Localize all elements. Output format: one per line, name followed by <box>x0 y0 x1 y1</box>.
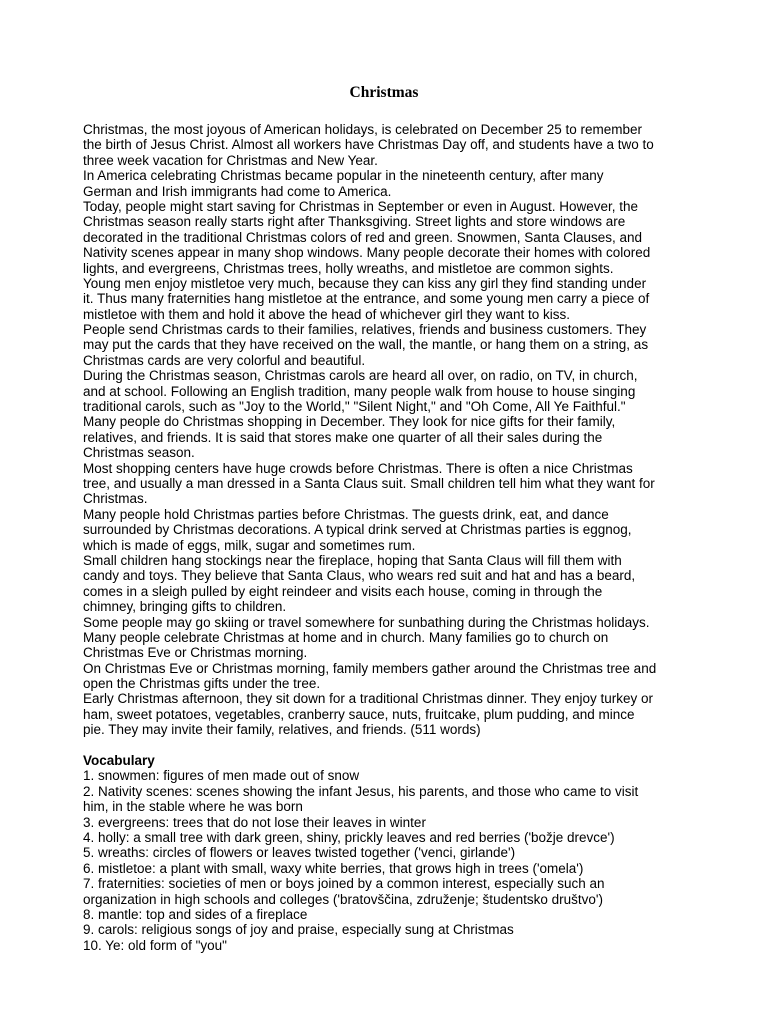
text-line: 7. fraternities: societies of men or boys joined by a common interest, especially such an <box>83 876 605 892</box>
vocabulary-item <box>83 784 656 815</box>
text-line: chimney, bringing gifts to children. <box>83 599 287 615</box>
text-line: Young men enjoy mistletoe very much, because they can kiss any girl they find standing under <box>83 275 647 291</box>
paragraph-holidays <box>83 615 656 630</box>
vocabulary-item <box>83 845 656 860</box>
text-line: Many people hold Christmas parties before Christmas. The guests drink, eat, and dance <box>83 506 609 522</box>
text-line: 1. snowmen: figures of men made out of snow <box>83 768 360 784</box>
text-line: Christmas season. <box>83 445 195 461</box>
text-line: 9. carols: religious songs of joy and praise, especially sung at Christmas <box>83 922 514 938</box>
vocabulary-item <box>83 907 656 922</box>
text-line: Early Christmas afternoon, they sit down for a traditional Christmas dinner. They enjoy turkey or <box>83 691 654 707</box>
paragraph-carols <box>83 368 656 414</box>
text-line: In America celebrating Christmas became popular in the nineteenth century, after many <box>83 168 604 184</box>
text-line: candy and toys. They believe that Santa Claus, who wears red suit and hat and has a beard, <box>83 568 636 584</box>
document-title: Christmas <box>349 84 419 101</box>
text-line: and at school. Following an English tradition, many people walk from house to house singing <box>83 383 636 399</box>
text-line: Today, people might start saving for Christmas in September or even in August. However, the <box>83 198 639 214</box>
text-line: 4. holly: a small tree with dark green, shiny, prickly leaves and red berries ('božje drevce') <box>83 829 615 845</box>
text-line: may put the cards that they have received on the wall, the mantle, or hang them on a string, as <box>83 337 649 353</box>
vocabulary-heading: Vocabulary <box>83 753 155 769</box>
text-line: Christmas cards are very colorful and beautiful. <box>83 352 366 368</box>
paragraph-church <box>83 630 656 661</box>
paragraph-history <box>83 168 656 199</box>
text-line: 5. wreaths: circles of flowers or leaves twisted together ('venci, girlande') <box>83 845 516 861</box>
text-line: organization in high schools and colleges ('bratovščina, združenje; študentsko društvo') <box>83 891 603 907</box>
paragraph-shopping <box>83 414 656 460</box>
text-line: Christmas, the most joyous of American holidays, is celebrated on December 25 to remember <box>83 122 642 137</box>
paragraph-gifts <box>83 661 656 692</box>
text-line: lights, and evergreens, Christmas trees, holly wreaths, and mistletoe are common sights. <box>83 260 614 276</box>
text-line: On Christmas Eve or Christmas morning, family members gather around the Christmas tree and <box>83 660 657 676</box>
vocabulary-item <box>83 830 656 845</box>
text-line: 3. evergreens: trees that do not lose their leaves in winter <box>83 814 426 830</box>
text-line: ham, sweet potatoes, vegetables, cranberry sauce, nuts, fruitcake, plum pudding, and mince <box>83 706 635 722</box>
vocabulary-item <box>83 922 656 937</box>
text-line: traditional carols, such as "Joy to the World," "Silent Night," and "Oh Come, All Ye Faithful." <box>83 399 626 415</box>
paragraph-mistletoe <box>83 276 656 322</box>
paragraph-parties <box>83 507 656 553</box>
text-line: Small children hang stockings near the fireplace, hoping that Santa Claus will fill them with <box>83 552 622 568</box>
text-line: tree, and usually a man dressed in a Santa Claus suit. Small children tell him what they want for <box>83 475 655 491</box>
text-line: pie. They may invite their family, relatives, and friends. (511 words) <box>83 722 481 738</box>
paragraph-santa <box>83 461 656 507</box>
text-line: mistletoe with them and hold it above the head of whichever girl they want to kiss. <box>83 306 571 322</box>
text-line: Some people may go skiing or travel somewhere for sunbathing during the Christmas holidays. <box>83 614 650 630</box>
text-line: German and Irish immigrants had come to America. <box>83 183 392 199</box>
text-line: 6. mistletoe: a plant with small, waxy white berries, that grows high in trees ('omela') <box>83 860 584 876</box>
paragraph-intro <box>83 122 656 168</box>
vocabulary-section <box>83 753 656 953</box>
text-line: Many people celebrate Christmas at home and in church. Many families go to church on <box>83 629 609 645</box>
text-line: Christmas season really starts right after Thanksgiving. Street lights and store windows are <box>83 214 626 230</box>
text-line: 10. Ye: old form of "you" <box>83 937 227 953</box>
text-line: three week vacation for Christmas and New Year. <box>83 152 378 168</box>
text-line: open the Christmas gifts under the tree. <box>83 676 321 692</box>
text-line: comes in a sleigh pulled by eight reindeer and visits each house, coming in through the <box>83 583 603 599</box>
paragraph-dinner <box>83 691 656 737</box>
text-line: Christmas Eve or Christmas morning. <box>83 645 308 661</box>
text-line: People send Christmas cards to their families, relatives, friends and business customers. They <box>83 322 647 338</box>
text-line: Nativity scenes appear in many shop windows. Many people decorate their homes with colored <box>83 245 651 261</box>
text-line: decorated in the traditional Christmas colors of red and green. Snowmen, Santa Clauses, and <box>83 229 643 245</box>
vocabulary-item <box>83 938 656 953</box>
text-line: Many people do Christmas shopping in December. They look for nice gifts for their family, <box>83 414 616 430</box>
text-line: 8. mantle: top and sides of a fireplace <box>83 906 308 922</box>
vocabulary-item <box>83 861 656 876</box>
text-line: it. Thus many fraternities hang mistletoe at the entrance, and some young men carry a piece of <box>83 291 650 307</box>
paragraph-season <box>83 199 656 276</box>
text-line: relatives, and friends. It is said that stores make one quarter of all their sales during the <box>83 429 603 445</box>
text-line: Most shopping centers have huge crowds before Christmas. There is often a nice Christmas <box>83 460 633 476</box>
text-line: him, in the stable where he was born <box>83 799 303 815</box>
vocabulary-item <box>83 768 656 783</box>
vocabulary-item <box>83 815 656 830</box>
document-body <box>83 122 656 953</box>
text-line: 2. Nativity scenes: scenes showing the infant Jesus, his parents, and those who came to visit <box>83 783 639 799</box>
paragraph-stockings <box>83 553 656 615</box>
vocabulary-item <box>83 876 656 907</box>
text-line: which is made of eggs, milk, sugar and sometimes rum. <box>83 537 416 553</box>
text-line: During the Christmas season, Christmas carols are heard all over, on radio, on TV, in church, <box>83 368 638 384</box>
text-line: Christmas. <box>83 491 148 507</box>
text-line: the birth of Jesus Christ. Almost all workers have Christmas Day off, and students have a two to <box>83 137 654 153</box>
text-line: surrounded by Christmas decorations. A typical drink served at Christmas parties is eggnog, <box>83 522 632 538</box>
paragraph-cards <box>83 322 656 368</box>
